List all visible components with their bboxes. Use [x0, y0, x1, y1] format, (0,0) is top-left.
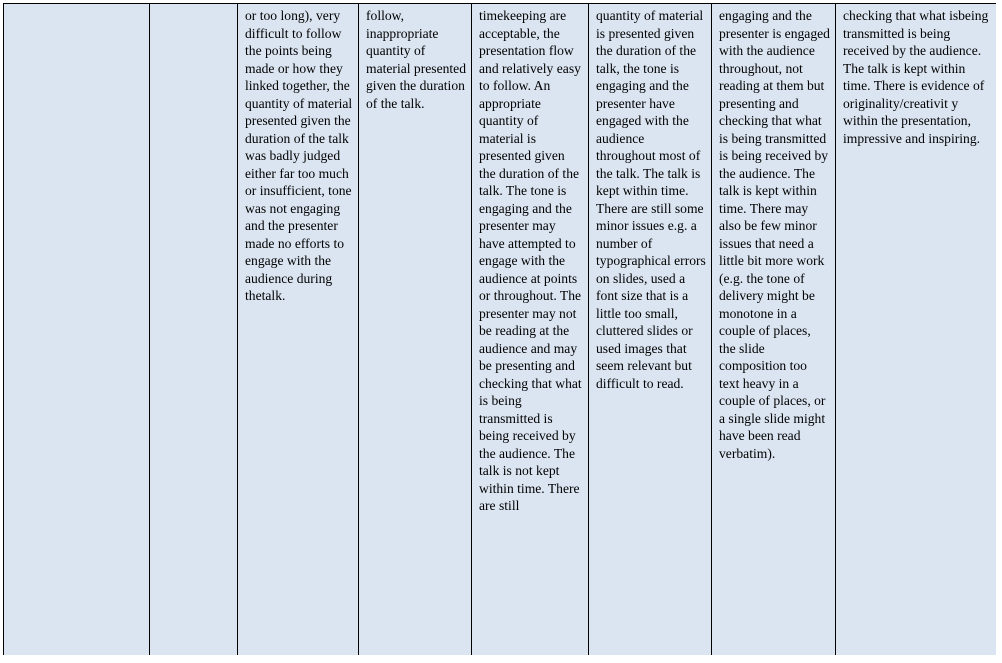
table-row: [4, 4, 997, 656]
cell-text: timekeeping are acceptable, the presentation flow and relatively easy to follow. An appropriate quantity of material is presented given the duration of the talk. The tone is engaging and the presenter may have attempted to engage with the audience at points or throughout. The presenter may not be reading at the audience and may be presenting and checking that what is being transmitted is being received by the audience. The talk is not kept within time. There are still: [479, 8, 582, 513]
table-cell-criterion: [4, 4, 150, 656]
rubric-table-container: [3, 3, 996, 655]
cell-text: checking that what isbeing transmitted is being received by the audience. The talk is kept within time. There is evidence of originality/creativit y within the presentation, impressive and inspiring.: [843, 8, 989, 146]
cell-text: follow, inappropriate quantity of material presented given the duration of the talk.: [366, 8, 467, 111]
cell-text: quantity of material is presented given the duration of the talk, the tone is engaging and the presenter have engaged with the audience throughout most of the talk. The talk is kept within time. There are still some minor issues e.g. a number of typographical errors on slides, used a font size that is a little too small, cluttered slides or used images that seem relevant but difficult to read.: [596, 8, 706, 391]
cell-text: or too long), very difficult to follow the points being made or how they linked together, the quantity of material presented given the duration of the talk was badly judged either far too much or insufficient, tone was not engaging and the presenter made no efforts to engage with the audience during thetalk.: [245, 8, 353, 303]
table-cell-weight: [150, 4, 238, 656]
table-cell-band-6: [836, 4, 997, 656]
table-cell-band-1: [238, 4, 359, 656]
table-cell-band-4: [589, 4, 712, 656]
cell-text: engaging and the presenter is engaged with the audience throughout, not reading at them but presenting and checking that what is being transmitted is being received by the audience. The talk is kept within time. There may also be few minor issues that need a little bit more work (e.g. the tone of delivery might be monotone in a couple of places, the slide composition too text heavy in a couple of places, or a single slide might have been read verbatim).: [719, 8, 830, 461]
table-cell-band-5: [712, 4, 836, 656]
rubric-table: [3, 3, 996, 655]
table-cell-band-3: [472, 4, 589, 656]
table-cell-band-2: [359, 4, 472, 656]
